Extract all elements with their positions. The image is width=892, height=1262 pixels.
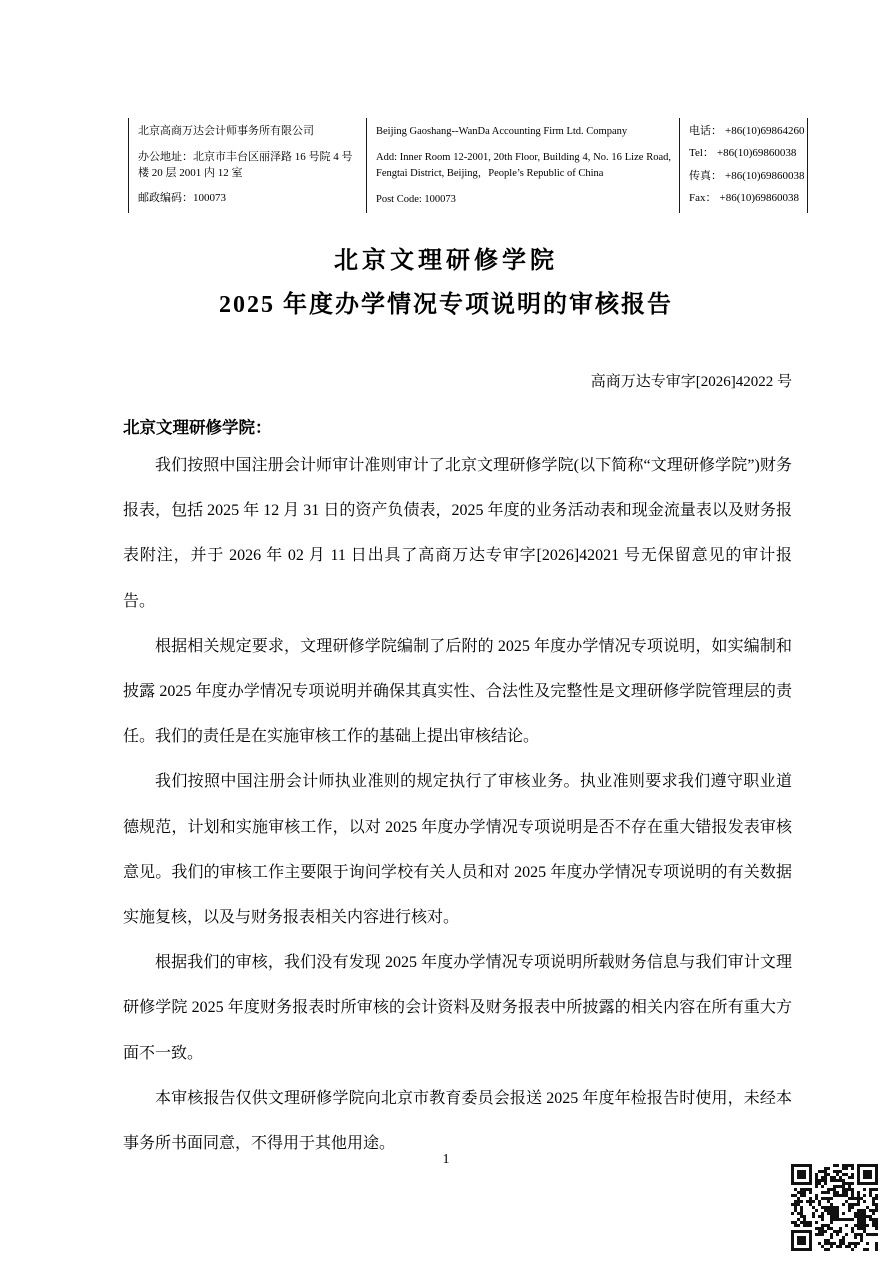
fax-row-cn: [689, 169, 805, 185]
firm-name-en: Beijing Gaoshang--WanDa Accounting Firm Ltd. Company: [376, 126, 628, 137]
phone-label-en: Tel：: [689, 147, 714, 160]
fax-value-cn: +86(10)69860038: [725, 169, 805, 182]
fax-label-cn: 传真：: [689, 169, 722, 182]
body-paragraph: 本审核报告仅供文理研修学院向北京市教育委员会报送 2025 年度年检报告时使用，未经本事务所书面同意，不得用于其他用途。: [123, 1089, 792, 1153]
salutation: 北京文理研修学院：: [123, 418, 272, 437]
qr-code: [791, 1164, 878, 1251]
page-number: 1: [442, 1152, 450, 1167]
fax-row-en: [689, 191, 799, 207]
letterhead-column-chinese: [128, 118, 366, 213]
letterhead-column-english: [366, 118, 679, 213]
phone-row-en: [689, 146, 799, 162]
letterhead: [128, 118, 808, 213]
qr-code-pattern: [791, 1164, 878, 1251]
phone-value-en: +86(10)69860038: [716, 147, 797, 160]
firm-address-en: Add: Inner Room 12-2001, 20th Floor, Building 4, No. 16 Lize Road, Fengtai District, Beijing，People’s Republic of China: [376, 152, 671, 179]
report-title-line2: 2025 年度办学情况专项说明的审核报告: [219, 292, 673, 318]
report-title-line1: 北京文理研修学院: [334, 248, 558, 274]
report-body: [123, 443, 792, 1166]
body-paragraph: 根据相关规定要求，文理研修学院编制了后附的 2025 年度办学情况专项说明，如实编制和披露 2025 年度办学情况专项说明并确保其真实性、合法性及完整性是文理研修学院管理层的责任。我们的责任是在实施审核工作的基础上提出审核结论。: [123, 637, 792, 746]
fax-label-en: Fax：: [689, 192, 717, 205]
phone-label-cn: 电话：: [689, 125, 722, 137]
fax-value-en: +86(10)69860038: [719, 192, 800, 205]
firm-postcode-cn: 邮政编码：100073: [138, 192, 226, 205]
body-paragraph: 根据我们的审核，我们没有发现 2025 年度办学情况专项说明所载财务信息与我们审计文理研修学院 2025 年度财务报表时所审核的会计资料及财务报表中所披露的相关内容在所有重大方面不一致。: [123, 954, 792, 1062]
phone-value-cn: +86(10)69864260: [725, 125, 805, 137]
body-paragraph: 我们按照中国注册会计师审计准则审计了北京文理研修学院(以下简称“文理研修学院”)财务报表，包括 2025 年 12 月 31 日的资产负债表，2025 年度的业务活动表和现金流量表以及财务报表附注，并于 2026 年 02 月 11 日出具了高商万达专审字[2026]42021 号无保留意见的审计报告。: [123, 457, 792, 610]
phone-row-cn: [689, 124, 805, 140]
document-reference-number: 高商万达专审字[2026]42022 号: [590, 374, 792, 390]
letterhead-column-contacts: [679, 118, 808, 213]
body-paragraph: 我们按照中国注册会计师执业准则的规定执行了审核业务。执业准则要求我们遵守职业道德规范，计划和实施审核工作，以对 2025 年度办学情况专项说明是否不存在重大错报发表审核意见。我们的审核工作主要限于询问学校有关人员和对 2025 年度办学情况专项说明的有关数据实施复核，以及与财务报表相关内容进行核对。: [123, 773, 792, 927]
firm-postcode-en: Post Code: 100073: [376, 193, 456, 205]
firm-address-cn: 办公地址：北京市丰台区丽泽路 16 号院 4 号楼 20 层 2001 内 12 室: [138, 150, 353, 179]
firm-name-cn: 北京高商万达会计师事务所有限公司: [138, 125, 314, 137]
